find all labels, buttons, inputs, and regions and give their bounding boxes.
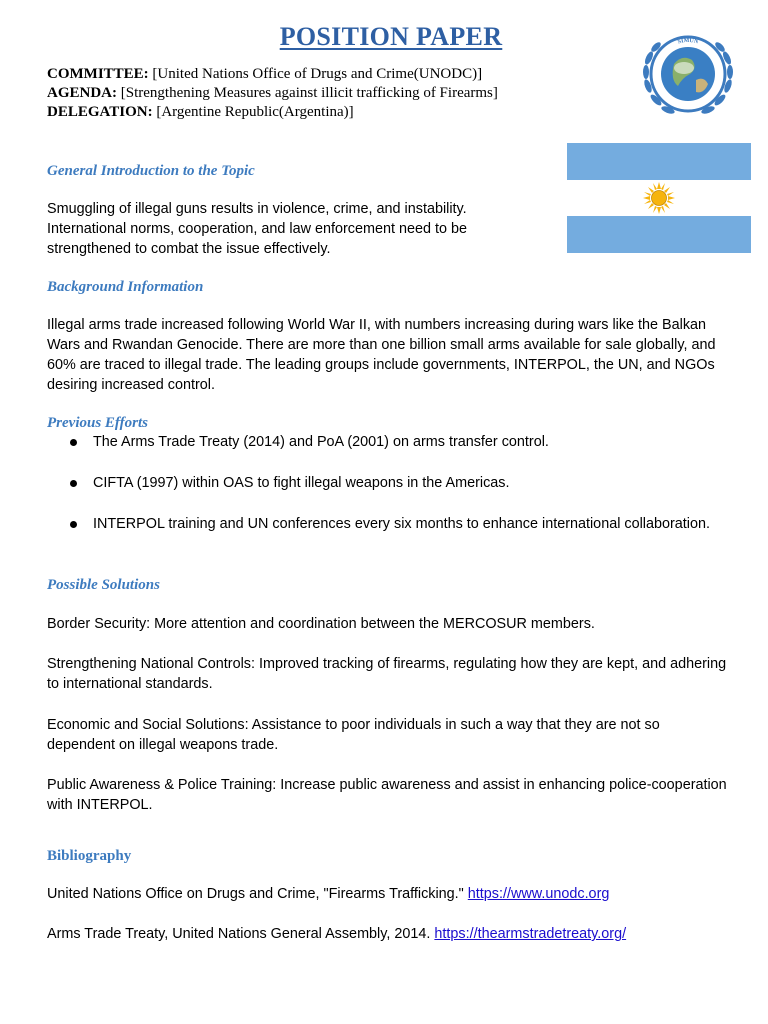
flag-stripe-top — [567, 143, 751, 180]
committee-value: [United Nations Office of Drugs and Crime(UNODC)] — [148, 66, 483, 82]
solution-item: Border Security: More attention and coordination between the MERCOSUR members. — [47, 616, 595, 632]
list-item — [47, 432, 727, 452]
list-item-text: CIFTA (1997) within OAS to fight illegal weapons in the Americas. — [93, 475, 510, 491]
committee-label: COMMITTEE: — [47, 66, 149, 82]
bibliography-entry — [47, 924, 727, 944]
background-heading: Background Information — [47, 279, 204, 295]
bibliography-text: United Nations Office on Drugs and Crime, "Firearms Trafficking." — [47, 886, 468, 902]
bibliography-text: Arms Trade Treaty, United Nations General Assembly, 2014. — [47, 926, 435, 942]
solution-item: Economic and Social Solutions: Assistance to poor individuals in such a way that they are not so dependent on illegal weapons trade. — [47, 717, 660, 753]
delegation-line — [47, 104, 354, 121]
flag-stripe-bottom — [567, 216, 751, 253]
agenda-label: AGENDA: — [47, 85, 117, 101]
list-item-text: The Arms Trade Treaty (2014) and PoA (2001) on arms transfer control. — [93, 434, 549, 450]
bullet-icon — [70, 521, 77, 528]
argentina-flag-icon — [567, 143, 751, 253]
efforts-list — [47, 432, 727, 555]
list-item-text: INTERPOL training and UN conferences every six months to enhance international collaboration. — [93, 516, 710, 532]
bibliography-heading: Bibliography — [47, 848, 132, 864]
logo-text: SIMUN — [677, 37, 699, 46]
page-title: POSITION PAPER — [279, 22, 503, 51]
background-text: Illegal arms trade increased following World War II, with numbers increasing during wars like the Balkan Wars and Rwandan Genocide. There are more than one billion small arms available for sale globally, and 60% are traced to illegal trade. The leading groups include governments, INTERPOL, the UN, and NGOs desiring increased control. — [47, 317, 716, 393]
delegation-label: DELEGATION: — [47, 104, 153, 120]
intro-heading: General Introduction to the Topic — [47, 163, 255, 179]
agenda-value: [Strengthening Measures against illicit trafficking of Firearms] — [117, 85, 498, 101]
list-item — [47, 514, 727, 534]
solution-item: Strengthening National Controls: Improved tracking of firearms, regulating how they are kept, and adhering to international standards. — [47, 656, 727, 692]
intro-text: Smuggling of illegal guns results in violence, crime, and instability. International norms, cooperation, and law enforcement need to be strengthened to combat the issue effectively. — [47, 201, 467, 257]
solution-item: Public Awareness & Police Training: Increase public awareness and assist in enhancing police-cooperation with INTERPOL. — [47, 777, 727, 813]
agenda-line — [47, 85, 498, 102]
delegation-value: [Argentine Republic(Argentina)] — [152, 104, 354, 120]
solutions-heading: Possible Solutions — [47, 577, 160, 593]
bullet-icon — [70, 480, 77, 487]
committee-line — [47, 66, 482, 83]
globe-laurel-emblem-icon — [638, 24, 738, 124]
bibliography-entry — [47, 884, 727, 904]
unodc-link[interactable]: https://www.unodc.org — [467, 886, 610, 902]
efforts-heading: Previous Efforts — [47, 415, 148, 431]
list-item — [47, 473, 727, 493]
att-link[interactable]: https://thearmstradetreaty.org/ — [434, 926, 627, 942]
bullet-icon — [70, 439, 77, 446]
